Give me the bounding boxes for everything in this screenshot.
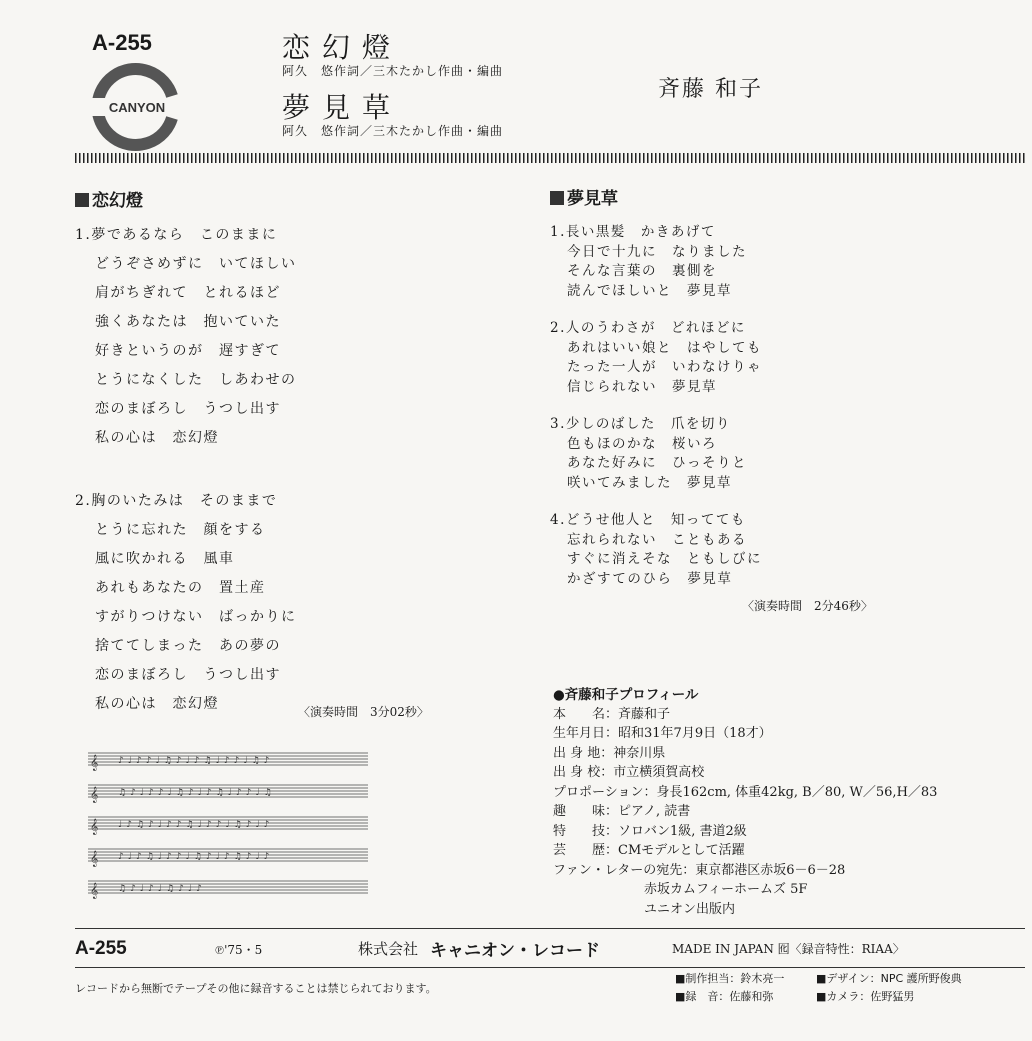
svg-text:♫♪♩♪♪♩♫♪♩♪♫♩♪♪♩♫: ♫♪♩♪♪♩♫♪♩♪♫♩♪♪♩♫ [118,788,276,798]
song-title-1: 恋幻燈 [282,31,403,64]
footer-rule-bottom [75,967,1025,968]
song-credit-1: 阿久 悠作詞／三木たかし作曲・編曲 [282,64,504,78]
staff-director: ■制作担当：鈴木亮一 [675,972,785,985]
right-heading: 夢見草 [550,184,618,209]
svg-text:𝄞: 𝄞 [90,819,99,835]
canyon-logo [92,62,182,152]
footer-catalog: A-255 [75,938,127,959]
right-duration: 〈演奏時間 2分46秒〉 [742,599,873,613]
sheet-music [88,745,373,909]
left-verse-1: 1.夢であるなら このままに どうぞさめずに いてほしい 肩がちぎれて とれるほど 強くあなたは 抱いていた 好きというのが 遅すぎて とうになくした しあわせの 恋のまぼろし うつし出す 私の心は 恋幻燈 [75,227,297,446]
left-duration: 〈演奏時間 3分02秒〉 [298,705,429,719]
release-date: ℗'75・5 [215,943,263,957]
svg-text:𝄞: 𝄞 [90,787,99,803]
label-name: キャニオン・レコード [430,941,600,961]
made-in-japan: MADE IN JAPAN 囮〈録音特性：RIAA〉 [672,942,905,956]
song-title-2: 夢見草 [282,91,403,124]
artist-profile: ●斉藤和子プロフィール 本 名：斉藤和子 生年月日：昭和31年7月9日（18才） 出 身 地：神奈川県 出 身 校：市立横須賀高校 プロポーション：身長162cm, 体重42kg, B／80, W／56,H／83 趣 味：ピアノ, 読書 特 技：ソロバン1級, 書道2級 芸 歴：CMモデルとして活躍 ファン・レターの宛先：東京都港区赤坂6－6－28 赤坂カムフィーホームズ 5F ユニオン出版内 [553,687,938,917]
copyright-warning: レコードから無断でテープその他に録音することは禁じられております。 [75,982,437,995]
footer-rule-top [75,928,1025,929]
svg-text:♪♩♪♪♩♫♪♩♪♫♩♪♪♩♫♪: ♪♩♪♪♩♫♪♩♪♫♩♪♪♩♫♪ [118,756,274,766]
left-heading: 恋幻燈 [75,186,143,211]
company-prefix: 株式会社 [358,940,419,958]
svg-text:CANYON: CANYON [108,100,166,115]
staff-design: ■デザイン：NPC 護所野俊典 [816,972,962,985]
artist-name: 斉藤 和子 [658,77,763,102]
divider-hatch [75,153,1025,163]
svg-text:♩♪♫♪♩♪♪♫♩♪♪♩♫♪♩♪: ♩♪♫♪♩♪♪♫♩♪♪♩♫♪♩♪ [118,820,274,830]
right-verses: 1.長い黒髪 かきあげて 今日で十九に なりました そんな言葉の 裏側を 読んでほしいと 夢見草 2.人のうわさが どれほどに あれはいい娘と はやしても たった一人が いわなけりゃ 信じられない 夢見草 3.少しのばした 爪を切り 色もほのかな 桜いろ あなた好みに ひっそりと 咲いてみました 夢見草 4.どうせ他人と 知ってても 忘れられない こともある すぐに消えそな ともしびに かざすてのひら 夢見草 [550,224,762,587]
svg-text:♫♪♩♪♩♫♪♩♪: ♫♪♩♪♩♫♪♩♪ [118,884,206,894]
staff-recording: ■録 音：佐藤和弥 [675,990,774,1003]
staff-camera: ■カメラ：佐野猛男 [816,990,915,1003]
svg-text:♪♩♪♫♩♪♪♩♫♪♩♪♫♪♩♪: ♪♩♪♫♩♪♪♩♫♪♩♪♫♪♩♪ [118,852,274,862]
svg-text:𝄞: 𝄞 [90,851,99,867]
song-credit-2: 阿久 悠作詞／三木たかし作曲・編曲 [282,124,504,138]
svg-text:𝄞: 𝄞 [90,883,99,899]
left-verse-2: 2.胸のいたみは そのままで とうに忘れた 顔をする 風に吹かれる 風車 あれもあなたの 置土産 すがりつけない ばっかりに 捨ててしまった あの夢の 恋のまぼろし うつし出す 私の心は 恋幻燈 [75,493,297,712]
svg-text:𝄞: 𝄞 [90,755,99,771]
catalog-number: A-255 [92,30,152,55]
